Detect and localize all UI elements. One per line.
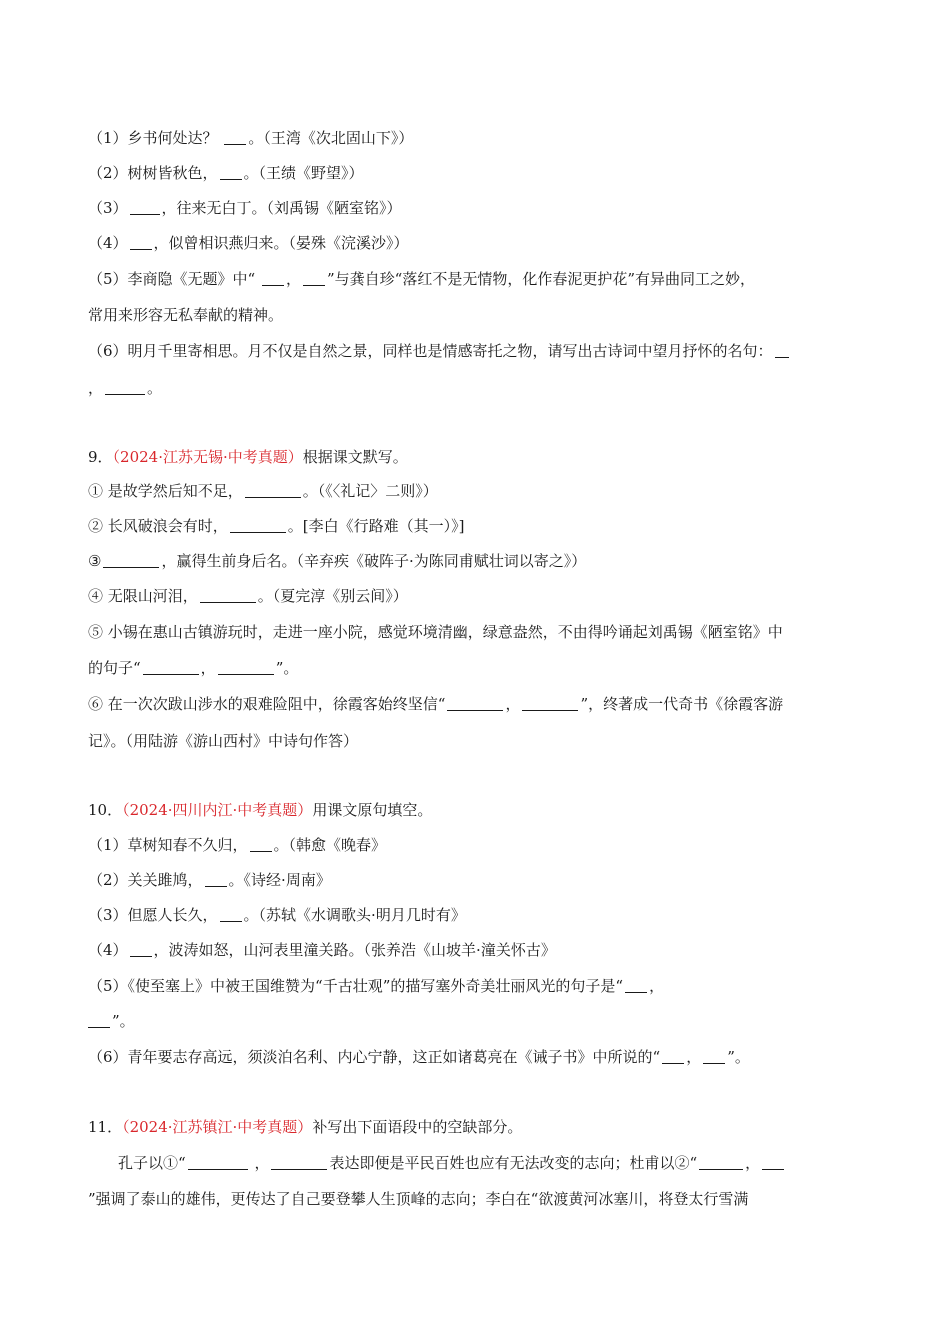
q11-paragraph-line-1: 孔子以①“ ， 表达即便是平民百姓也应有无法改变的志向；杜甫以②“ ， [118,1153,868,1173]
answer-blank[interactable] [625,977,647,993]
question-instruction: 根据课文默写。 [302,448,408,466]
question-instruction: 补写出下面语段中的空缺部分。 [312,1118,523,1136]
question-source: （2024·江苏镇江·中考真题） [122,1118,313,1136]
answer-blank[interactable] [271,1154,327,1170]
question-number: 9． [88,448,113,466]
q9-heading [88,447,863,467]
answer-blank[interactable] [703,1048,725,1064]
q10-heading [88,800,863,820]
answer-blank[interactable] [218,659,274,675]
answer-blank[interactable] [447,695,503,711]
q9-item-4: ④ 无限山河泪， 。（夏完淳《别云间》） [88,587,408,605]
question-source: （2024·四川内江·中考真题） [122,801,313,819]
q9-item-3: ③ ，赢得生前身后名。（辛弃疾《破阵子·为陈同甫赋壮词以寄之》） [88,552,587,570]
answer-blank[interactable] [522,695,578,711]
answer-blank[interactable] [130,234,152,250]
q8-item-5: （5）李商隐《无题》中“ ， ”与龚自珍“落红不是无情物，化作春泥更护花”有异曲同工之妙， [88,270,756,288]
answer-blank[interactable] [303,270,325,286]
q9-item-6: ⑥ 在一次次跋山涉水的艰难险阻中，徐霞客始终坚信“ ， ”，终著成一代奇书《徐霞客游 [88,695,784,713]
q11-paragraph-line-2: ”强调了泰山的雄伟，更传达了自己要登攀人生顶峰的志向；李白在“欲渡黄河冰塞川，将登太行雪满 [88,1190,749,1208]
q8-item-2: （2）树树皆秋色， 。（王绩《野望》） [88,164,364,182]
q10-item-1: （1）草树知春不久归， 。（韩愈《晚春》 [88,836,387,854]
answer-blank[interactable] [130,199,160,215]
answer-blank[interactable] [220,906,242,922]
q11-heading [88,1117,863,1137]
answer-blank[interactable] [200,587,256,603]
answer-blank[interactable] [105,379,145,395]
answer-blank[interactable] [250,836,272,852]
answer-blank[interactable] [762,1154,784,1170]
answer-blank[interactable] [188,1154,248,1170]
answer-blank[interactable] [262,270,284,286]
answer-blank[interactable] [245,482,301,498]
q10-item-3: （3）但愿人长久， 。（苏轼《水调歌头·明月几时有》 [88,906,466,924]
answer-blank[interactable] [220,164,242,180]
q10-item-6: （6）青年要志存高远，须淡泊名利、内心宁静，这正如诸葛亮在《诫子书》中所说的“ ， ”。 [88,1048,750,1066]
question-source: （2024·江苏无锡·中考真题） [112,448,303,466]
answer-blank[interactable] [775,342,789,358]
answer-blank[interactable] [224,129,246,145]
q8-item-1: （1）乡书何处达？ 。（王湾《次北固山下》） [88,129,414,147]
q10-item-4: （4） ，波涛如怒，山河表里潼关路。（张养浩《山坡羊·潼关怀古》 [88,941,556,959]
q9-item-5: ⑤ 小锡在惠山古镇游玩时，走进一座小院，感觉环境清幽，绿意盎然，不由得吟诵起刘禹锡《陋室铭》中 [88,623,783,641]
answer-blank[interactable] [130,941,152,957]
q9-item-5-cont: 的句子“ ， ”。 [88,659,299,677]
question-instruction: 用课文原句填空。 [312,801,433,819]
q9-item-1: ① 是故学然后知不足， 。（《〈礼记〉二则》） [88,482,438,500]
q8-item-4: （4） ，似曾相识燕归来。（晏殊《浣溪沙》） [88,234,409,252]
question-number: 11． [88,1118,123,1136]
q8-item-6-cont: ， 。 [88,379,163,397]
q8-item-5-cont: 常用来形容无私奉献的精神。 [88,306,284,324]
q9-item-6-cont: 记》。（用陆游《游山西村》中诗句作答） [88,732,359,750]
q10-item-2: （2）关关雎鸠， 。《诗经·周南》 [88,871,331,889]
q8-item-6: （6）明月千里寄相思。月不仅是自然之景，同样也是情感寄托之物，请写出古诗词中望月抒怀的名句： [88,341,863,361]
question-number: 10． [88,801,123,819]
answer-blank[interactable] [230,517,286,533]
answer-blank[interactable] [205,871,227,887]
answer-blank[interactable] [143,659,199,675]
q8-item-3: （3） ，往来无白丁。（刘禹锡《陋室铭》） [88,199,402,217]
answer-blank[interactable] [662,1048,684,1064]
answer-blank[interactable] [103,552,159,568]
q9-item-2: ② 长风破浪会有时， 。[李白《行路难（其一）》] [88,517,465,535]
q10-item-5-cont: ”。 [88,1011,863,1031]
answer-blank[interactable] [699,1154,743,1170]
q10-item-5: （5）《使至塞上》中被王国维赞为“千古壮观”的描写塞外奇美壮丽风光的句子是“ ， [88,977,665,995]
answer-blank[interactable] [88,1012,110,1028]
